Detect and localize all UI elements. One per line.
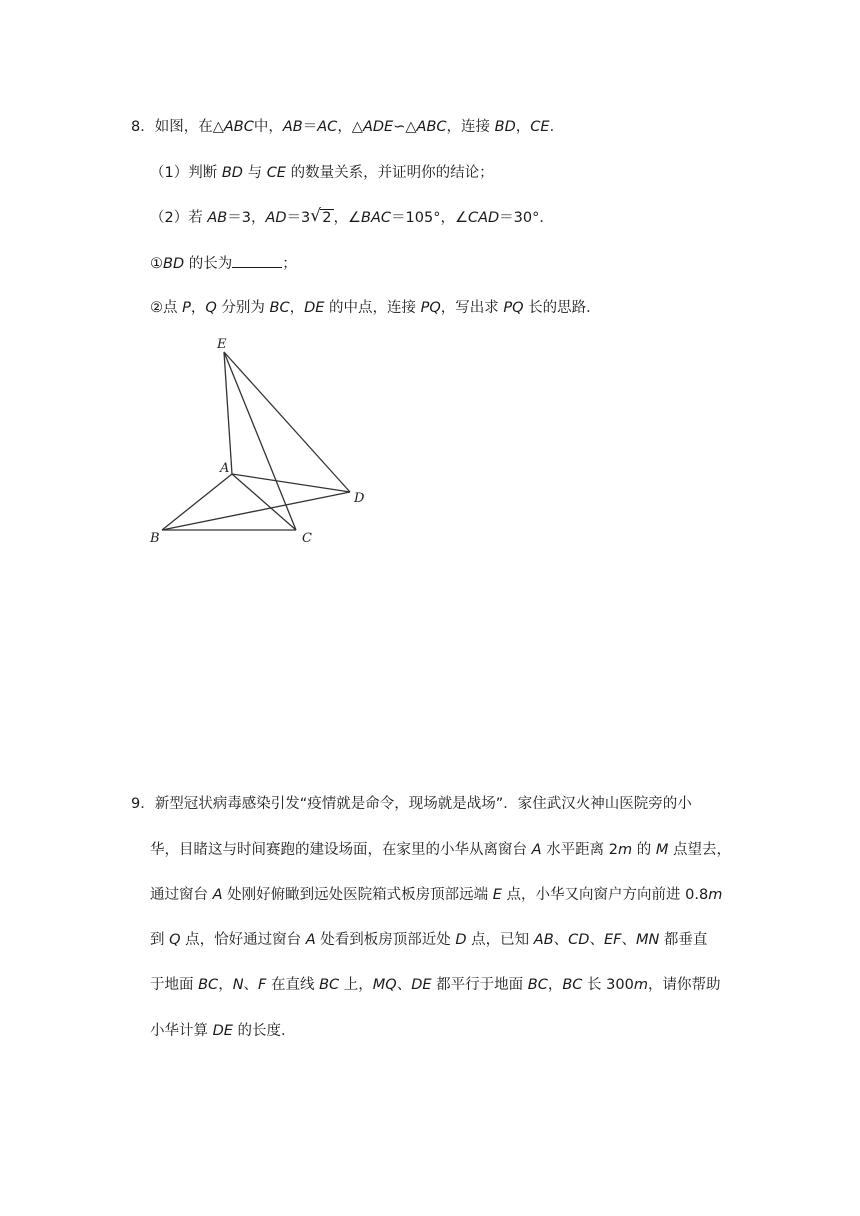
segment-ec <box>224 352 296 530</box>
question-8-part-1: （1）判断 BD 与 CE 的数量关系，并证明你的结论； <box>150 165 494 181</box>
label-e: E <box>217 337 227 352</box>
segment-ed <box>224 352 350 492</box>
segment-ab <box>162 474 232 530</box>
question-9-line-5: 于地面 BC，N、F 在直线 BC 上，MQ、DE 都平行于地面 BC，BC 长 300m，请你帮助 <box>150 977 721 993</box>
question-9-line-3: 通过窗台 A 处刚好俯瞰到远处医院箱式板房顶部远端 E 点，小华又向窗户方向前进 0.8m <box>150 887 723 903</box>
question-9-line-6: 小华计算 DE 的长度． <box>150 1023 296 1039</box>
question-number: 9． <box>131 796 155 812</box>
question-9-line-1: 9．新型冠状病毒感染引发“疫情就是命令，现场就是战场”．家住武汉火神山医院旁的小 <box>131 796 692 812</box>
answer-blank[interactable] <box>232 253 282 268</box>
question-9-line-4: 到 Q 点，恰好通过窗台 A 处看到板房顶部近处 D 点，已知 AB、CD、EF、MN 都垂直 <box>150 932 708 948</box>
label-d: D <box>354 491 365 506</box>
segment-bd <box>162 492 350 530</box>
label-c: C <box>302 531 312 546</box>
square-root: √ 2 <box>310 206 332 226</box>
question-9-line-2: 华，目睹这与时间赛跑的建设场面，在家里的小华从离窗台 A 水平距离 2m 的 M 点望去， <box>150 842 731 858</box>
question-8-stem: 8．如图，在△ABC中，AB＝AC，△ADE∽△ABC，连接 BD，CE． <box>131 119 565 135</box>
label-b: B <box>150 531 160 546</box>
question-number: 8． <box>131 119 155 135</box>
question-8-sub-1: ①BD 的长为 ； <box>150 253 297 274</box>
label-a: A <box>220 461 230 476</box>
question-8-sub-2: ②点 P，Q 分别为 BC，DE 的中点，连接 PQ，写出求 PQ 长的思路． <box>150 300 601 316</box>
question-8-part-2: （2）若 AB＝3，AD＝3 √ 2 ，∠BAC＝105°，∠CAD＝30°． <box>150 206 554 226</box>
geometry-figure <box>140 330 380 550</box>
